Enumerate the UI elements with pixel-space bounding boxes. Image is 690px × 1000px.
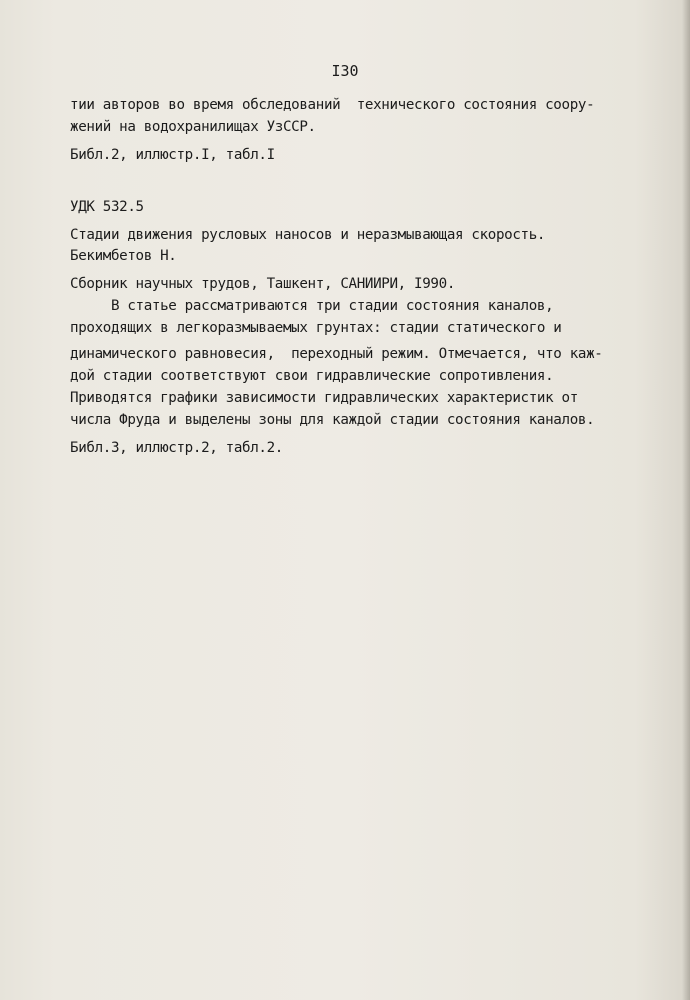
abstract-line-3: динамического равновесия, переходный режим. Отмечается, что каж- (70, 346, 603, 362)
abstract-line-2: проходящих в легкоразмываемых грунтах: стадии статического и (70, 320, 562, 336)
page-edge-shadow (682, 0, 690, 1000)
prev-entry-line-2: жений на водохранилищах УзССР. (70, 119, 316, 135)
udk-code: УДК 532.5 (70, 199, 144, 215)
abstract-line-4: дой стадии соответствуют свои гидравлические сопротивления. (70, 368, 554, 384)
prev-entry-line-1: тии авторов во время обследований технического состояния соору- (70, 97, 595, 113)
abstract-line-1: В статье рассматриваются три стадии состояния каналов, (70, 298, 554, 314)
entry-biblio: Библ.3, иллюстр.2, табл.2. (70, 440, 283, 456)
entry-title: Стадии движения русловых наносов и неразмывающая скорость. (70, 227, 546, 243)
entry-author: Бекимбетов Н. (70, 248, 177, 264)
abstract-line-5: Приводятся графики зависимости гидравлических характеристик от (70, 390, 578, 406)
prev-entry-biblio: Библ.2, иллюстр.I, табл.I (70, 147, 275, 163)
abstract-line-6: числа Фруда и выделены зоны для каждой стадии состояния каналов. (70, 412, 595, 428)
entry-source: Сборник научных трудов, Ташкент, САНИИРИ, I990. (70, 276, 456, 292)
page-number: I30 (331, 62, 359, 80)
